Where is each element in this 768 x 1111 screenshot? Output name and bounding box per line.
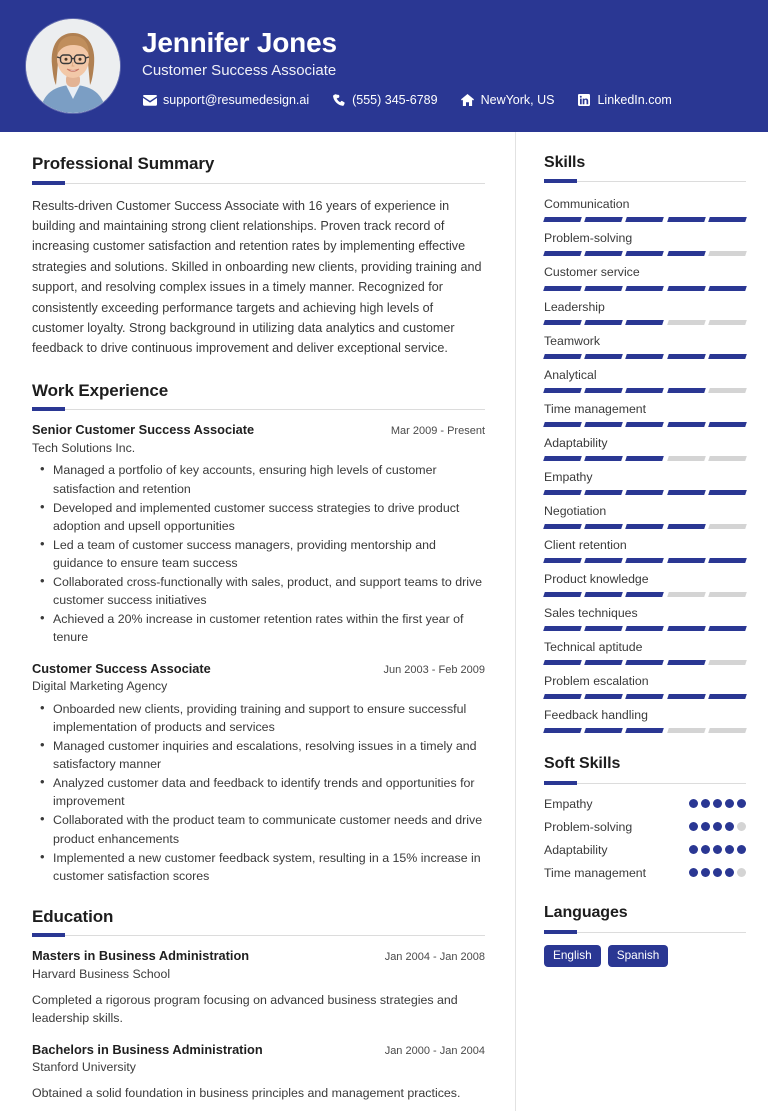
list-item: • Onboarded new clients, providing training and support to ensure successful implementation of products and services	[52, 700, 485, 736]
section-divider	[32, 183, 485, 184]
skill-level-segment	[667, 388, 706, 393]
skill-level-bar	[544, 524, 746, 529]
language-chip[interactable]: Spanish	[608, 945, 669, 968]
experience-date-range: Mar 2009 - Present	[390, 425, 485, 438]
skill-level-segment	[626, 490, 665, 495]
skill-level-segment	[667, 728, 706, 733]
contact-list	[142, 93, 742, 107]
profile-photo-illustration	[26, 19, 120, 113]
soft-skill-rating-dots	[689, 842, 746, 854]
education-degree: Masters in Business Administration	[32, 948, 250, 964]
list-item: • Collaborated cross-functionally with sales, product, and support teams to drive customer success initiatives	[52, 573, 485, 609]
education-degree: Bachelors in Business Administration	[32, 1041, 263, 1057]
skill-level-segment	[584, 490, 623, 495]
skill-level-segment	[708, 490, 747, 495]
skill-level-segment	[543, 660, 582, 665]
skill-level-segment	[626, 217, 665, 222]
skill-level-bar	[544, 388, 746, 393]
skill-level-segment	[667, 592, 706, 597]
skill-level-segment	[626, 626, 665, 631]
soft-skill-label: Adaptability	[544, 842, 608, 857]
education-school: Harvard Business School	[32, 967, 171, 982]
skill-level-bar	[544, 320, 746, 325]
skill-level-segment	[543, 217, 582, 222]
soft-skill-rating-dots	[689, 865, 746, 877]
education-entry	[32, 1042, 485, 1103]
section-title-education: Education	[32, 906, 114, 926]
skill-level-segment	[626, 728, 665, 733]
skill-level-segment	[708, 592, 747, 597]
section-title-summary: Professional Summary	[32, 154, 215, 173]
skill-label: Communication	[544, 197, 630, 212]
skill-level-segment	[584, 558, 623, 563]
skill-level-segment	[667, 490, 706, 495]
skill-level-bar	[544, 558, 746, 563]
rating-dot	[737, 868, 746, 877]
soft-skill-label: Empathy	[544, 796, 593, 811]
rating-dot	[737, 845, 746, 854]
section-skills	[544, 154, 746, 733]
skill-row	[544, 467, 746, 495]
skill-level-segment	[584, 388, 623, 393]
skill-label: Problem escalation	[544, 674, 649, 689]
section-title-soft-skills: Soft Skills	[544, 755, 621, 773]
skill-level-segment	[584, 422, 623, 427]
language-chip[interactable]: English	[544, 945, 601, 968]
skill-level-segment	[626, 694, 665, 699]
skill-level-segment	[626, 422, 665, 427]
skill-level-segment	[626, 251, 665, 256]
soft-skill-row	[544, 796, 746, 813]
skill-row	[544, 297, 746, 325]
skill-level-segment	[584, 251, 623, 256]
rating-dot	[725, 799, 734, 808]
skill-level-segment	[543, 456, 582, 461]
rating-dot	[701, 799, 710, 808]
rating-dot	[713, 868, 722, 877]
experience-entry	[32, 661, 485, 885]
section-divider	[32, 409, 485, 410]
skill-level-segment	[667, 422, 706, 427]
skill-level-segment	[667, 217, 706, 222]
skill-level-segment	[708, 354, 747, 359]
skill-level-segment	[584, 626, 623, 631]
skill-label: Empathy	[544, 469, 593, 484]
skill-level-bar	[544, 354, 746, 359]
skill-level-segment	[667, 660, 706, 665]
experience-job-title: Customer Success Associate	[32, 660, 211, 676]
skill-level-segment	[626, 456, 665, 461]
skill-label: Leadership	[544, 299, 605, 314]
skill-row	[544, 194, 746, 222]
skill-level-segment	[708, 660, 747, 665]
rating-dot	[713, 799, 722, 808]
skill-level-segment	[626, 558, 665, 563]
section-title-languages: Languages	[544, 904, 628, 922]
education-entry-header	[32, 1042, 485, 1059]
skill-label: Sales techniques	[544, 605, 638, 620]
skill-level-bar	[544, 660, 746, 665]
soft-skill-row	[544, 819, 746, 836]
skill-level-segment	[667, 251, 706, 256]
skill-level-segment	[626, 354, 665, 359]
skill-level-segment	[584, 456, 623, 461]
soft-skill-row	[544, 842, 746, 859]
skill-level-segment	[543, 320, 582, 325]
skill-level-segment	[667, 626, 706, 631]
skill-level-bar	[544, 251, 746, 256]
experience-bullet-list	[32, 461, 485, 646]
skill-row	[544, 399, 746, 427]
skill-row	[544, 569, 746, 597]
section-title-experience: Work Experience	[32, 380, 169, 400]
skill-label: Client retention	[544, 537, 627, 552]
skill-level-segment	[708, 694, 747, 699]
skill-label: Analytical	[544, 367, 597, 382]
skill-level-segment	[626, 592, 665, 597]
education-entry-header	[32, 948, 485, 965]
skill-level-segment	[543, 728, 582, 733]
skill-row	[544, 228, 746, 256]
skill-level-segment	[543, 286, 582, 291]
rating-dot	[689, 868, 698, 877]
skill-level-segment	[543, 251, 582, 256]
skill-level-segment	[543, 524, 582, 529]
soft-skill-rating-dots	[689, 796, 746, 808]
contact-linkedin[interactable]	[576, 93, 671, 107]
rating-dot	[701, 845, 710, 854]
skill-level-segment	[626, 660, 665, 665]
skill-level-segment	[626, 388, 665, 393]
skills-list	[544, 194, 746, 733]
experience-date-range: Jun 2003 - Feb 2009	[383, 663, 485, 676]
contact-email-label: support@resumedesign.ai	[163, 93, 310, 108]
contact-email[interactable]	[142, 93, 309, 107]
home-icon	[460, 94, 475, 107]
skill-level-segment	[543, 388, 582, 393]
skill-row	[544, 433, 746, 461]
skill-level-segment	[708, 286, 747, 291]
education-description: Completed a rigorous program focusing on advanced business strategies and leadership skills.	[32, 992, 458, 1026]
skill-level-segment	[543, 592, 582, 597]
skill-level-segment	[626, 524, 665, 529]
skill-level-bar	[544, 286, 746, 291]
skill-level-bar	[544, 592, 746, 597]
skill-level-bar	[544, 626, 746, 631]
section-title-skills: Skills	[544, 154, 586, 171]
skill-level-bar	[544, 217, 746, 222]
list-item: • Implemented a new customer feedback system, resulting in a 15% increase in customer satisfaction scores	[52, 849, 485, 885]
section-education	[32, 907, 485, 1103]
skill-level-bar	[544, 728, 746, 733]
skill-label: Customer service	[544, 265, 640, 280]
skill-row	[544, 637, 746, 665]
skill-label: Problem-solving	[544, 231, 633, 246]
rating-dot	[713, 845, 722, 854]
rating-dot	[737, 799, 746, 808]
contact-linkedin-label: LinkedIn.com	[597, 93, 672, 108]
skill-level-segment	[584, 728, 623, 733]
list-item: • Achieved a 20% increase in customer retention rates within the first year of tenure	[52, 610, 485, 646]
section-languages	[544, 904, 746, 967]
rating-dot	[701, 868, 710, 877]
skill-row	[544, 603, 746, 631]
section-soft-skills	[544, 755, 746, 882]
skill-level-segment	[543, 490, 582, 495]
header-text-block	[142, 25, 742, 107]
skill-level-segment	[584, 592, 623, 597]
rating-dot	[701, 822, 710, 831]
resume-body	[0, 132, 768, 1111]
soft-skill-label: Time management	[544, 866, 647, 881]
section-divider	[544, 932, 746, 933]
skill-label: Negotiation	[544, 503, 607, 518]
list-item: • Collaborated with the product team to communicate customer needs and drive product enhancements	[52, 811, 485, 847]
phone-icon	[331, 94, 346, 107]
skill-level-segment	[543, 422, 582, 427]
skill-level-segment	[543, 354, 582, 359]
list-item: • Managed a portfolio of key accounts, ensuring high levels of customer satisfaction and retention	[52, 461, 485, 497]
skill-level-segment	[626, 286, 665, 291]
skill-level-segment	[708, 388, 747, 393]
skill-level-segment	[543, 694, 582, 699]
skill-label: Adaptability	[544, 435, 608, 450]
section-divider	[544, 181, 746, 182]
skill-label: Teamwork	[544, 333, 601, 348]
job-title-subtitle: Customer Success Associate	[142, 62, 337, 80]
contact-location-label: NewYork, US	[480, 93, 555, 108]
skill-level-bar	[544, 490, 746, 495]
skill-level-segment	[543, 626, 582, 631]
experience-entry	[32, 422, 485, 646]
skill-level-segment	[708, 558, 747, 563]
experience-entry-header	[32, 422, 485, 439]
envelope-icon	[142, 94, 157, 107]
contact-phone[interactable]	[331, 93, 437, 107]
main-column	[0, 132, 515, 1111]
skill-level-segment	[708, 524, 747, 529]
skill-label: Time management	[544, 401, 647, 416]
skill-level-segment	[667, 286, 706, 291]
section-divider	[544, 783, 746, 784]
education-description: Obtained a solid foundation in business principles and management practices.	[32, 1086, 461, 1101]
education-date-range: Jan 2000 - Jan 2004	[384, 1044, 485, 1057]
skill-level-bar	[544, 456, 746, 461]
skill-level-segment	[543, 558, 582, 563]
skill-level-bar	[544, 694, 746, 699]
experience-bullet-list	[32, 700, 485, 885]
sidebar-column	[515, 132, 768, 1111]
experience-company: Digital Marketing Agency	[32, 679, 168, 694]
skill-row	[544, 365, 746, 393]
soft-skill-rating-dots	[689, 819, 746, 831]
page-title: Jennifer Jones	[142, 26, 337, 58]
skill-level-bar	[544, 422, 746, 427]
skill-level-segment	[667, 354, 706, 359]
skill-level-segment	[708, 728, 747, 733]
soft-skill-label: Problem-solving	[544, 819, 633, 834]
skill-level-segment	[584, 694, 623, 699]
contact-location[interactable]	[460, 93, 555, 107]
skill-level-segment	[667, 320, 706, 325]
education-date-range: Jan 2004 - Jan 2008	[384, 951, 485, 964]
skill-level-segment	[708, 626, 747, 631]
rating-dot	[737, 822, 746, 831]
skill-row	[544, 501, 746, 529]
list-item: • Led a team of customer success managers, providing mentorship and guidance to ensure team success	[52, 536, 485, 572]
section-divider	[32, 935, 485, 936]
rating-dot	[725, 845, 734, 854]
skill-row	[544, 331, 746, 359]
skill-label: Technical aptitude	[544, 640, 643, 654]
skill-level-segment	[626, 320, 665, 325]
soft-skills-list	[544, 796, 746, 883]
skill-level-segment	[584, 660, 623, 665]
list-item: • Managed customer inquiries and escalations, resolving issues in a timely and satisfactory manner	[52, 737, 485, 773]
education-entry	[32, 948, 485, 1027]
skill-row	[544, 671, 746, 699]
skill-level-segment	[708, 320, 747, 325]
avatar	[26, 19, 120, 113]
skill-level-segment	[667, 558, 706, 563]
skill-level-segment	[667, 456, 706, 461]
skill-level-segment	[584, 524, 623, 529]
list-item: • Analyzed customer data and feedback to identify trends and opportunities for improvement	[52, 774, 485, 810]
experience-job-title: Senior Customer Success Associate	[32, 422, 255, 438]
skill-level-segment	[667, 524, 706, 529]
skill-label: Feedback handling	[544, 708, 648, 723]
contact-phone-label: (555) 345-6789	[352, 93, 438, 108]
soft-skill-row	[544, 865, 746, 882]
section-work-experience	[32, 381, 485, 885]
skill-row	[544, 705, 746, 733]
education-school: Stanford University	[32, 1060, 136, 1075]
rating-dot	[713, 822, 722, 831]
skill-level-segment	[584, 320, 623, 325]
skill-level-segment	[708, 422, 747, 427]
linkedin-icon	[576, 94, 591, 107]
rating-dot	[689, 799, 698, 808]
experience-company: Tech Solutions Inc.	[32, 440, 136, 455]
skill-level-segment	[708, 456, 747, 461]
skill-row	[544, 535, 746, 563]
experience-entry-header	[32, 661, 485, 678]
section-professional-summary	[32, 154, 485, 359]
rating-dot	[725, 868, 734, 877]
skill-level-segment	[584, 217, 623, 222]
skill-level-segment	[584, 354, 623, 359]
language-chip-list	[544, 945, 746, 968]
summary-text: Results-driven Customer Success Associate with 16 years of experience in building and maintaining strong client relationships. Proven track record of increasing customer satisfaction and retention rates by implementing effective strategies and solutions. Skilled in onboarding new clients, providing training and support, and resolving complex issues in a timely manner. Recognized for consistently exceeding performance targets and achieving high levels of customer loyalty. Strong background in utilizing data analytics and customer feedback to drive continuous improvement and deliver exceptional service.	[32, 198, 482, 356]
resume-header	[0, 0, 768, 132]
rating-dot	[725, 822, 734, 831]
list-item: • Developed and implemented customer success strategies to drive product adoption and upsell opportunities	[52, 499, 485, 535]
skill-level-segment	[708, 217, 747, 222]
skill-label: Product knowledge	[544, 571, 649, 586]
skill-row	[544, 262, 746, 290]
rating-dot	[689, 822, 698, 831]
rating-dot	[689, 845, 698, 854]
skill-level-segment	[708, 251, 747, 256]
skill-level-segment	[667, 694, 706, 699]
skill-level-segment	[584, 286, 623, 291]
